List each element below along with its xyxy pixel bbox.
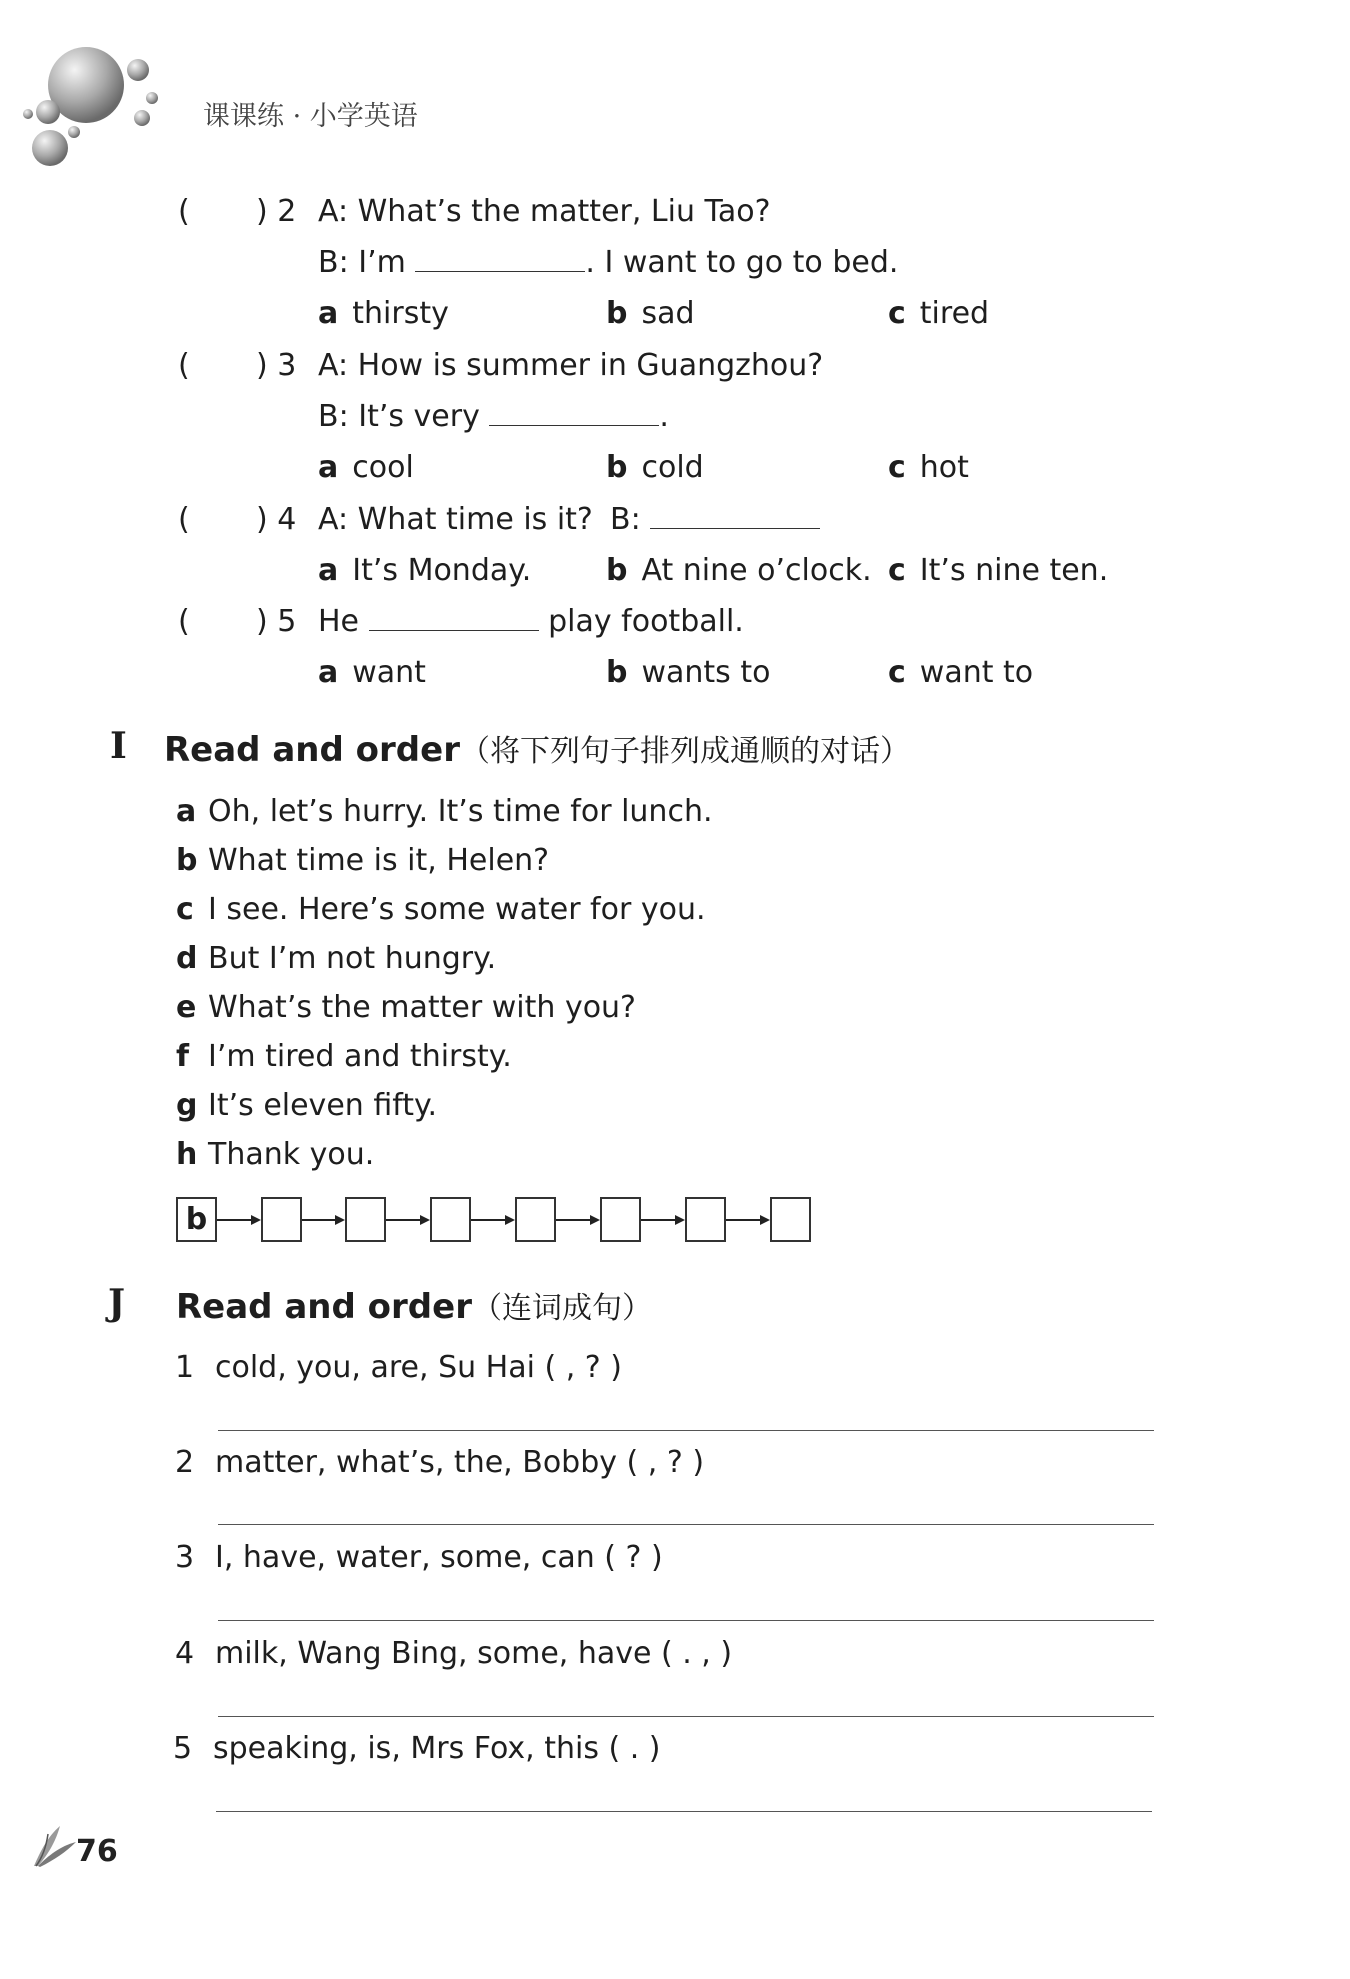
list-item: 4 milk, Wang Bing, some, have ( . , ) [175, 1636, 733, 1671]
arrow-right-icon [217, 1210, 261, 1230]
leaf-icon [30, 1822, 78, 1868]
option-b: b At nine o’clock. [606, 553, 872, 588]
arrow-right-icon [302, 1210, 345, 1230]
arrow-right-icon [726, 1210, 770, 1230]
answer-blank[interactable] [650, 527, 820, 529]
order-box[interactable] [685, 1197, 726, 1242]
arrow-right-icon [386, 1210, 430, 1230]
option-a: a want [318, 655, 426, 690]
order-box-first: b [176, 1197, 217, 1242]
bubbles-decoration [20, 40, 170, 170]
answer-blank[interactable] [415, 270, 585, 272]
question-line: A: What time is it? [318, 502, 593, 537]
list-item: c I see. Here’s some water for you. [176, 892, 706, 927]
option-c: c It’s nine ten. [888, 553, 1109, 588]
order-box[interactable] [345, 1197, 386, 1242]
question-number: ) 3 [256, 348, 297, 383]
header-title: 课课练 · 小学英语 [203, 101, 418, 132]
option-c: c tired [888, 296, 990, 331]
list-item: b What time is it, Helen? [176, 843, 550, 878]
question-line: A: What’s the matter, Liu Tao? [318, 194, 771, 229]
question-line: A: How is summer in Guangzhou? [318, 348, 824, 383]
option-b: b cold [606, 450, 704, 485]
list-item: h Thank you. [176, 1137, 375, 1172]
list-item: 3 I, have, water, some, can ( ? ) [175, 1540, 663, 1575]
arrow-right-icon [471, 1210, 515, 1230]
question-line: B: It’s very . [318, 399, 669, 434]
option-b: b wants to [606, 655, 771, 690]
question-line: B: I’m . I want to go to bed. [318, 245, 899, 280]
option-b: b sad [606, 296, 695, 331]
option-c: c want to [888, 655, 1034, 690]
answer-paren-open: ( [178, 194, 190, 229]
section-heading: Read and order（将下列句子排列成通顺的对话） [164, 730, 910, 770]
list-item: e What’s the matter with you? [176, 990, 636, 1025]
answer-paren-open: ( [178, 604, 190, 639]
order-box[interactable] [770, 1197, 811, 1242]
order-box[interactable] [600, 1197, 641, 1242]
list-item: a Oh, let’s hurry. It’s time for lunch. [176, 794, 713, 829]
option-a: a cool [318, 450, 414, 485]
order-box[interactable] [515, 1197, 556, 1242]
question-number: ) 4 [256, 502, 297, 537]
answer-paren-open: ( [178, 502, 190, 537]
section-letter: I [110, 725, 127, 767]
page-number: 76 [76, 1834, 118, 1869]
list-item: 2 matter, what’s, the, Bobby ( , ? ) [175, 1445, 705, 1480]
question-number: ) 2 [256, 194, 297, 229]
question-line: He play football. [318, 604, 744, 639]
section-letter: J [108, 1282, 126, 1324]
answer-blank[interactable] [369, 629, 539, 631]
list-item: g It’s eleven fifty. [176, 1088, 438, 1123]
answer-blank[interactable] [489, 424, 659, 426]
answer-line[interactable] [218, 1524, 1154, 1525]
list-item: d But I’m not hungry. [176, 941, 497, 976]
order-box[interactable] [430, 1197, 471, 1242]
list-item: 1 cold, you, are, Su Hai ( , ? ) [175, 1350, 622, 1385]
question-line: B: [610, 502, 820, 537]
order-box[interactable] [261, 1197, 302, 1242]
option-a: a It’s Monday. [318, 553, 532, 588]
answer-line[interactable] [218, 1620, 1154, 1621]
arrow-right-icon [556, 1210, 600, 1230]
option-c: c hot [888, 450, 969, 485]
option-a: a thirsty [318, 296, 449, 331]
list-item: f I’m tired and thirsty. [176, 1039, 512, 1074]
answer-line[interactable] [218, 1716, 1154, 1717]
answer-line[interactable] [216, 1811, 1152, 1812]
answer-paren-open: ( [178, 348, 190, 383]
arrow-right-icon [641, 1210, 685, 1230]
list-item: 5 speaking, is, Mrs Fox, this ( . ) [173, 1731, 661, 1766]
answer-line[interactable] [218, 1430, 1154, 1431]
question-number: ) 5 [256, 604, 297, 639]
section-heading: Read and order（连词成句） [176, 1287, 652, 1327]
